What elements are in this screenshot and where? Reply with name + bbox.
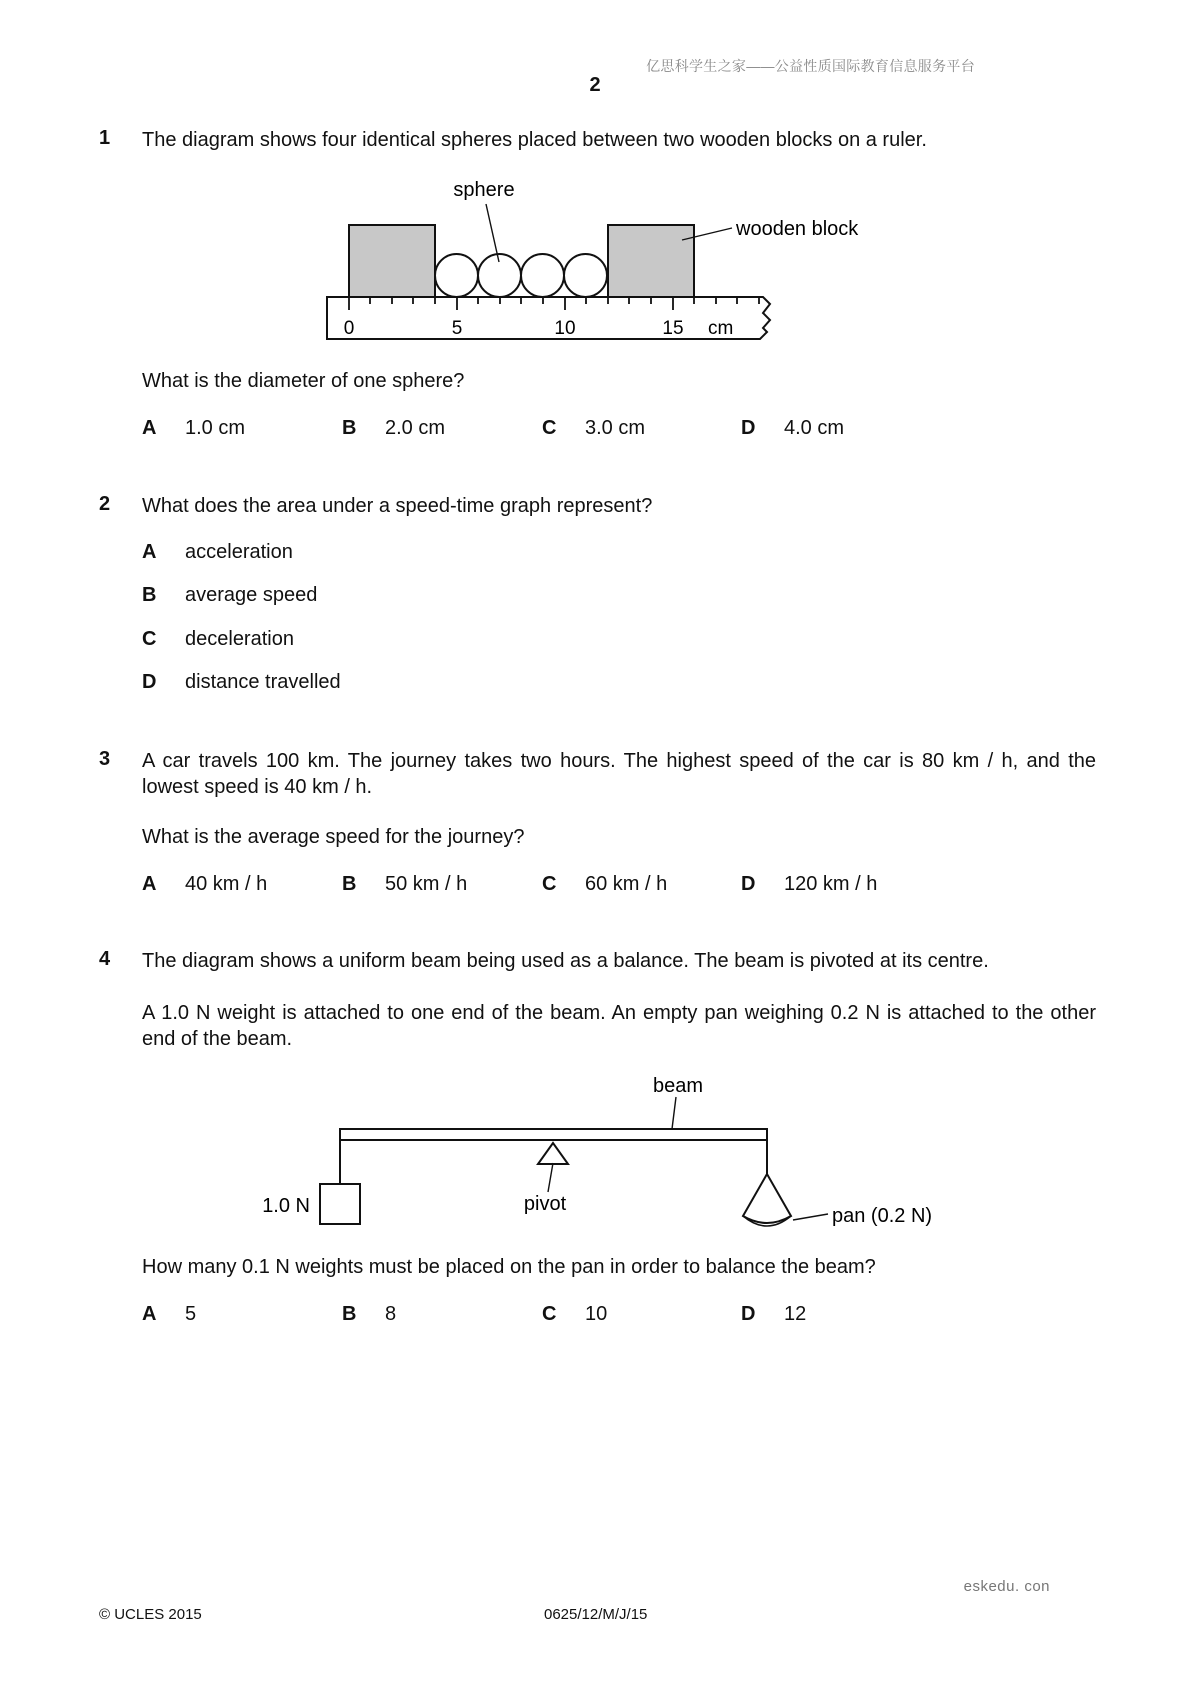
tick-label-0: 0: [343, 318, 355, 339]
wooden-block-left: [349, 225, 435, 297]
option-letter: C: [542, 1303, 557, 1325]
option-letter: C: [542, 873, 557, 895]
weight-label: 1.0 N: [262, 1195, 310, 1217]
option-letter: C: [542, 417, 557, 439]
page-number: 2: [589, 74, 601, 96]
option-text: deceleration: [185, 628, 294, 650]
option-text: average speed: [185, 584, 318, 606]
option-text: acceleration: [185, 541, 293, 563]
option-text: 4.0 cm: [784, 417, 845, 439]
question-1-text: The diagram shows four identical spheres placed between two wooden blocks on a ruler.: [142, 129, 927, 151]
sphere-label: sphere: [453, 179, 515, 201]
question-2-text: What does the area under a speed-time graph represent?: [142, 495, 653, 517]
option-letter: D: [741, 1303, 756, 1325]
pivot: [538, 1143, 568, 1164]
option-letter: A: [142, 873, 157, 895]
option-letter: B: [142, 584, 157, 606]
option-letter: B: [342, 873, 357, 895]
question-3-number: 3: [99, 748, 111, 770]
option-text: 120 km / h: [784, 873, 878, 895]
question-4-text: The diagram shows a uniform beam being used as a balance. The beam is pivoted at its centre.: [142, 950, 989, 972]
option-letter: A: [142, 417, 157, 439]
question-1-prompt: What is the diameter of one sphere?: [142, 370, 465, 392]
option-letter: B: [342, 417, 357, 439]
weight-box: [320, 1184, 360, 1224]
question-3-text: A car travels 100 km. The journey takes two hours. The highest speed of the car is 80 km / h, and the lowest speed is 40 km / h.: [142, 750, 1096, 798]
option-text: 2.0 cm: [385, 417, 446, 439]
beam-balance-diagram: [250, 1065, 950, 1240]
tick-label-10: 10: [554, 318, 576, 339]
pivot-leader: [548, 1163, 553, 1192]
question-4-number: 4: [99, 948, 111, 970]
ruler: [327, 297, 770, 339]
option-text: 5: [185, 1303, 197, 1325]
option-letter: A: [142, 541, 157, 563]
sphere-leader: [486, 204, 499, 262]
option-text: 60 km / h: [585, 873, 668, 895]
paper-code: 0625/12/M/J/15: [544, 1606, 648, 1623]
option-letter: D: [741, 873, 756, 895]
option-text: 10: [585, 1303, 608, 1325]
option-text: distance travelled: [185, 671, 341, 693]
question-4-prompt: How many 0.1 N weights must be placed on the pan in order to balance the beam?: [142, 1256, 876, 1278]
copyright: © UCLES 2015: [99, 1606, 202, 1623]
option-text: 50 km / h: [385, 873, 468, 895]
unit-label: cm: [708, 318, 734, 339]
wooden-block-label: wooden block: [736, 218, 859, 240]
option-letter: C: [142, 628, 157, 650]
pivot-label: pivot: [523, 1193, 567, 1215]
pan-label: pan (0.2 N): [832, 1205, 933, 1227]
pan: [743, 1174, 791, 1223]
question-1-number: 1: [99, 127, 111, 149]
option-letter: B: [342, 1303, 357, 1325]
pan-leader: [793, 1214, 828, 1220]
sphere-3: [521, 254, 564, 297]
option-text: 40 km / h: [185, 873, 268, 895]
beam: [340, 1129, 767, 1140]
site-watermark: eskedu. con: [963, 1578, 1050, 1595]
option-letter: D: [142, 671, 157, 693]
option-text: 12: [784, 1303, 807, 1325]
option-letter: D: [741, 417, 756, 439]
question-2-number: 2: [99, 493, 111, 515]
beam-label: beam: [652, 1075, 704, 1097]
option-text: 1.0 cm: [185, 417, 246, 439]
option-text: 3.0 cm: [585, 417, 646, 439]
sphere-2: [478, 254, 521, 297]
ruler-spheres-diagram: [300, 170, 859, 345]
wooden-block-right: [608, 225, 694, 297]
question-4-text-2: A 1.0 N weight is attached to one end of the beam. An empty pan weighing 0.2 N is attached to the other end of the beam.: [142, 1002, 1096, 1050]
beam-leader: [672, 1097, 676, 1129]
tick-label-15: 15: [662, 318, 684, 339]
tick-label-5: 5: [451, 318, 463, 339]
question-3-prompt: What is the average speed for the journey?: [142, 826, 525, 848]
sphere-4: [564, 254, 607, 297]
sphere-1: [435, 254, 478, 297]
option-letter: A: [142, 1303, 157, 1325]
option-text: 8: [385, 1303, 397, 1325]
watermark: 亿思科学生之家——公益性质国际教育信息服务平台: [646, 58, 975, 74]
